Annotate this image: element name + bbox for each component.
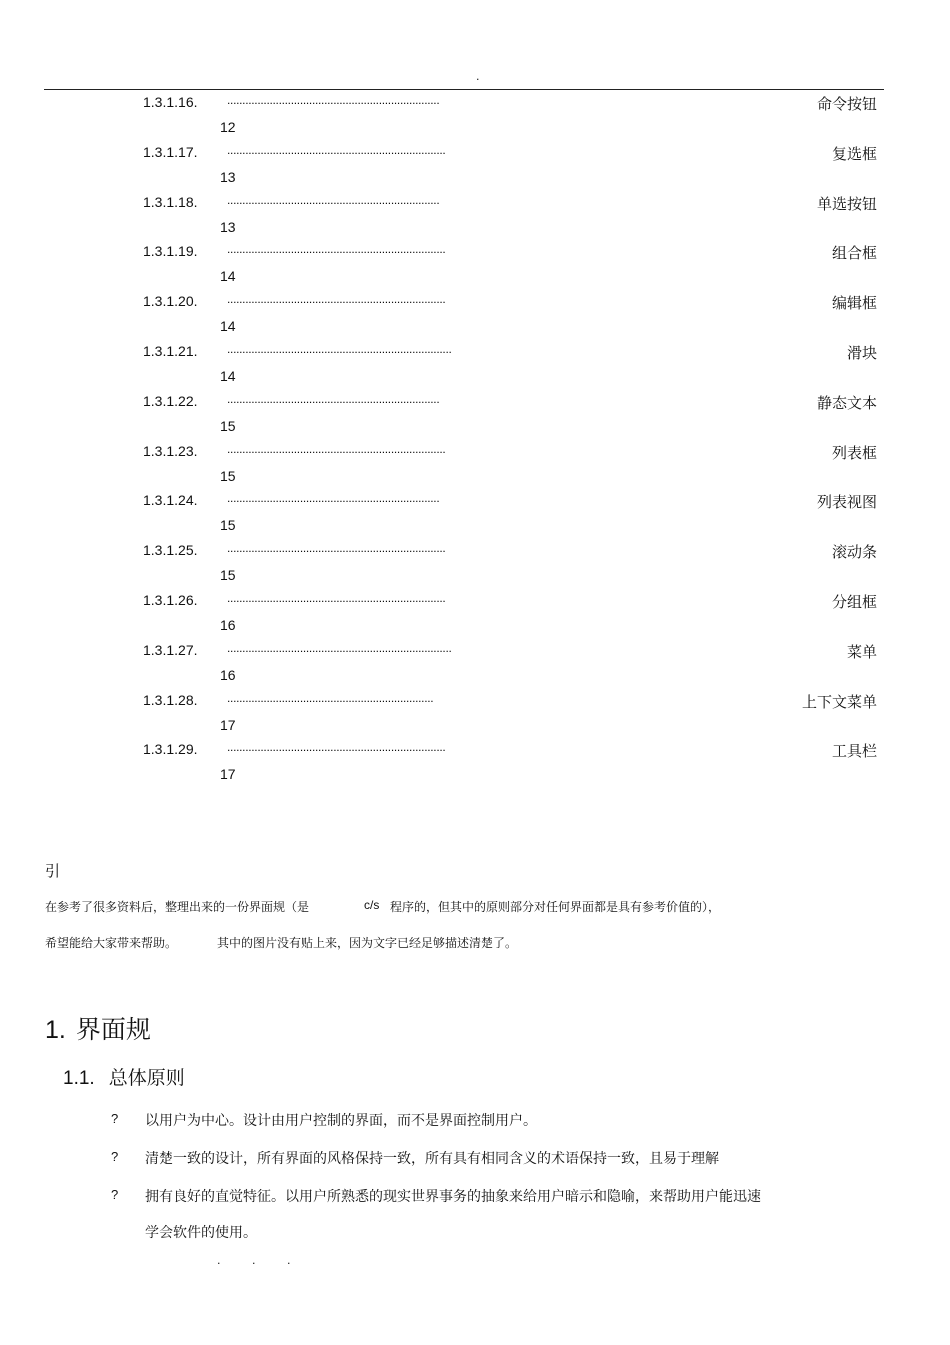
intro-line-2a: 希望能给大家带来帮助。 [45,936,178,950]
header-mark: . [476,70,480,83]
intro-line-1a: 在参考了很多资料后，整理出来的一份界面规（是 [45,900,310,914]
toc-entry-number: 1.3.1.24. [143,492,198,509]
toc-entry-number: 1.3.1.21. [143,343,198,359]
toc-entry-title: 复选框 [831,144,877,163]
toc-entry-leader: .......................................................................... [227,640,452,655]
toc-entry-leader: ........................................................................ [227,292,446,307]
toc-entry-page: 13 [220,168,236,185]
toc-entry-title: 列表视图 [816,493,877,512]
bullet-marker: ? [111,1187,119,1202]
toc-entry-leader: ...................................................................... [227,391,440,406]
toc-entry-title: 上下文菜单 [801,692,877,711]
toc-entry-number: 1.3.1.22. [143,392,198,409]
toc-entry-number: 1.3.1.17. [143,143,198,160]
toc-entry-title: 编辑框 [831,294,877,313]
toc-entry-title: 列表框 [831,443,877,462]
toc-entry-number: 1.3.1.20. [143,293,198,310]
toc-entry-page: 14 [220,268,236,285]
toc-entry-leader: ...................................................................... [227,93,440,107]
toc-entry-title: 组合框 [831,244,877,263]
toc-entry-number: 1.3.1.25. [143,542,198,559]
toc-entry-page: 15 [220,567,236,584]
toc-entry-number: 1.3.1.28. [143,691,198,708]
toc-entry-number: 1.3.1.18. [143,193,198,210]
toc-entry-title: 分组框 [831,593,877,611]
intro-line-2b: 其中的图片没有贴上来，因为文字已经足够描述清楚了。 [217,936,518,950]
toc-entry-page: 17 [220,766,236,783]
section-1-number: 1. [45,1016,66,1044]
toc-entry-title: 命令按钮 [816,95,877,113]
toc-entry-leader: ........................................................................ [227,242,446,257]
toc-entry-leader: .......................................................................... [227,342,452,356]
intro-line-1b: c/s [364,898,380,912]
toc-entry-title: 单选按钮 [816,194,877,213]
toc-entry-title: 工具栏 [831,742,877,761]
toc-entry-page: 13 [220,218,236,235]
toc-entry-leader: .................................................................... [227,690,434,705]
bullet-marker: ? [111,1149,119,1164]
toc-entry-number: 1.3.1.27. [143,641,198,658]
intro-line-1c: 程序的，但其中的原则部分对任何界面都是具有参考价值的）， [390,900,721,914]
toc-entry-page: 16 [220,617,236,633]
section-1-1-title: 总体原则 [108,1067,185,1089]
toc-entry-number: 1.3.1.16. [143,94,198,110]
toc-entry-number: 1.3.1.26. [143,592,198,608]
toc-entry-page: 14 [220,368,236,384]
toc-entry-page: 16 [220,666,236,683]
toc-entry-leader: ........................................................................ [227,591,446,605]
toc-entry-title: 滑块 [846,344,877,362]
toc-entry-title: 菜单 [846,642,877,661]
toc-entry-page: 15 [220,417,236,434]
bullet-text-continued: 学会软件的使用。 [145,1225,257,1241]
section-1-1-heading [63,1063,185,1090]
toc-entry-number: 1.3.1.23. [143,442,198,459]
toc-entry-number: 1.3.1.19. [143,243,198,260]
toc-entry-leader: ........................................................................ [227,740,446,755]
toc-entry-leader: ........................................................................ [227,541,446,556]
toc-entry-leader: ...................................................................... [227,491,440,506]
toc-entry-leader: ...................................................................... [227,192,440,207]
bullet-text: 清楚一致的设计，所有界面的风格保持一致，所有具有相同含义的术语保持一致，且易于理解 [145,1151,719,1167]
toc-entry-leader: ........................................................................ [227,441,446,456]
footer-mark: . . . [217,1254,305,1267]
bullet-marker: ? [111,1111,119,1126]
toc-entry-page: 15 [220,517,236,534]
bullet-text: 拥有良好的直觉特征。以用户所熟悉的现实世界事务的抽象来给用户暗示和隐喻，来帮助用户能迅速 [145,1189,761,1205]
bullet-text: 以用户为中心。设计由用户控制的界面，而不是界面控制用户。 [145,1113,537,1129]
section-1-1-number: 1.1. [63,1068,95,1089]
toc-entry-page: 14 [220,318,236,335]
toc-entry-number: 1.3.1.29. [143,741,198,758]
toc-entry-page: 12 [220,119,236,135]
section-1-heading [45,1010,151,1046]
section-1-title: 界面规 [75,1015,151,1044]
toc-entry-title: 滚动条 [831,543,877,562]
toc-entry-page: 15 [220,467,236,484]
toc-entry-title: 静态文本 [816,393,877,412]
toc-entry-page: 17 [220,716,236,733]
toc-entry-leader: ........................................................................ [227,142,446,157]
intro-heading: 引 [45,862,61,880]
header-rule [44,89,884,90]
